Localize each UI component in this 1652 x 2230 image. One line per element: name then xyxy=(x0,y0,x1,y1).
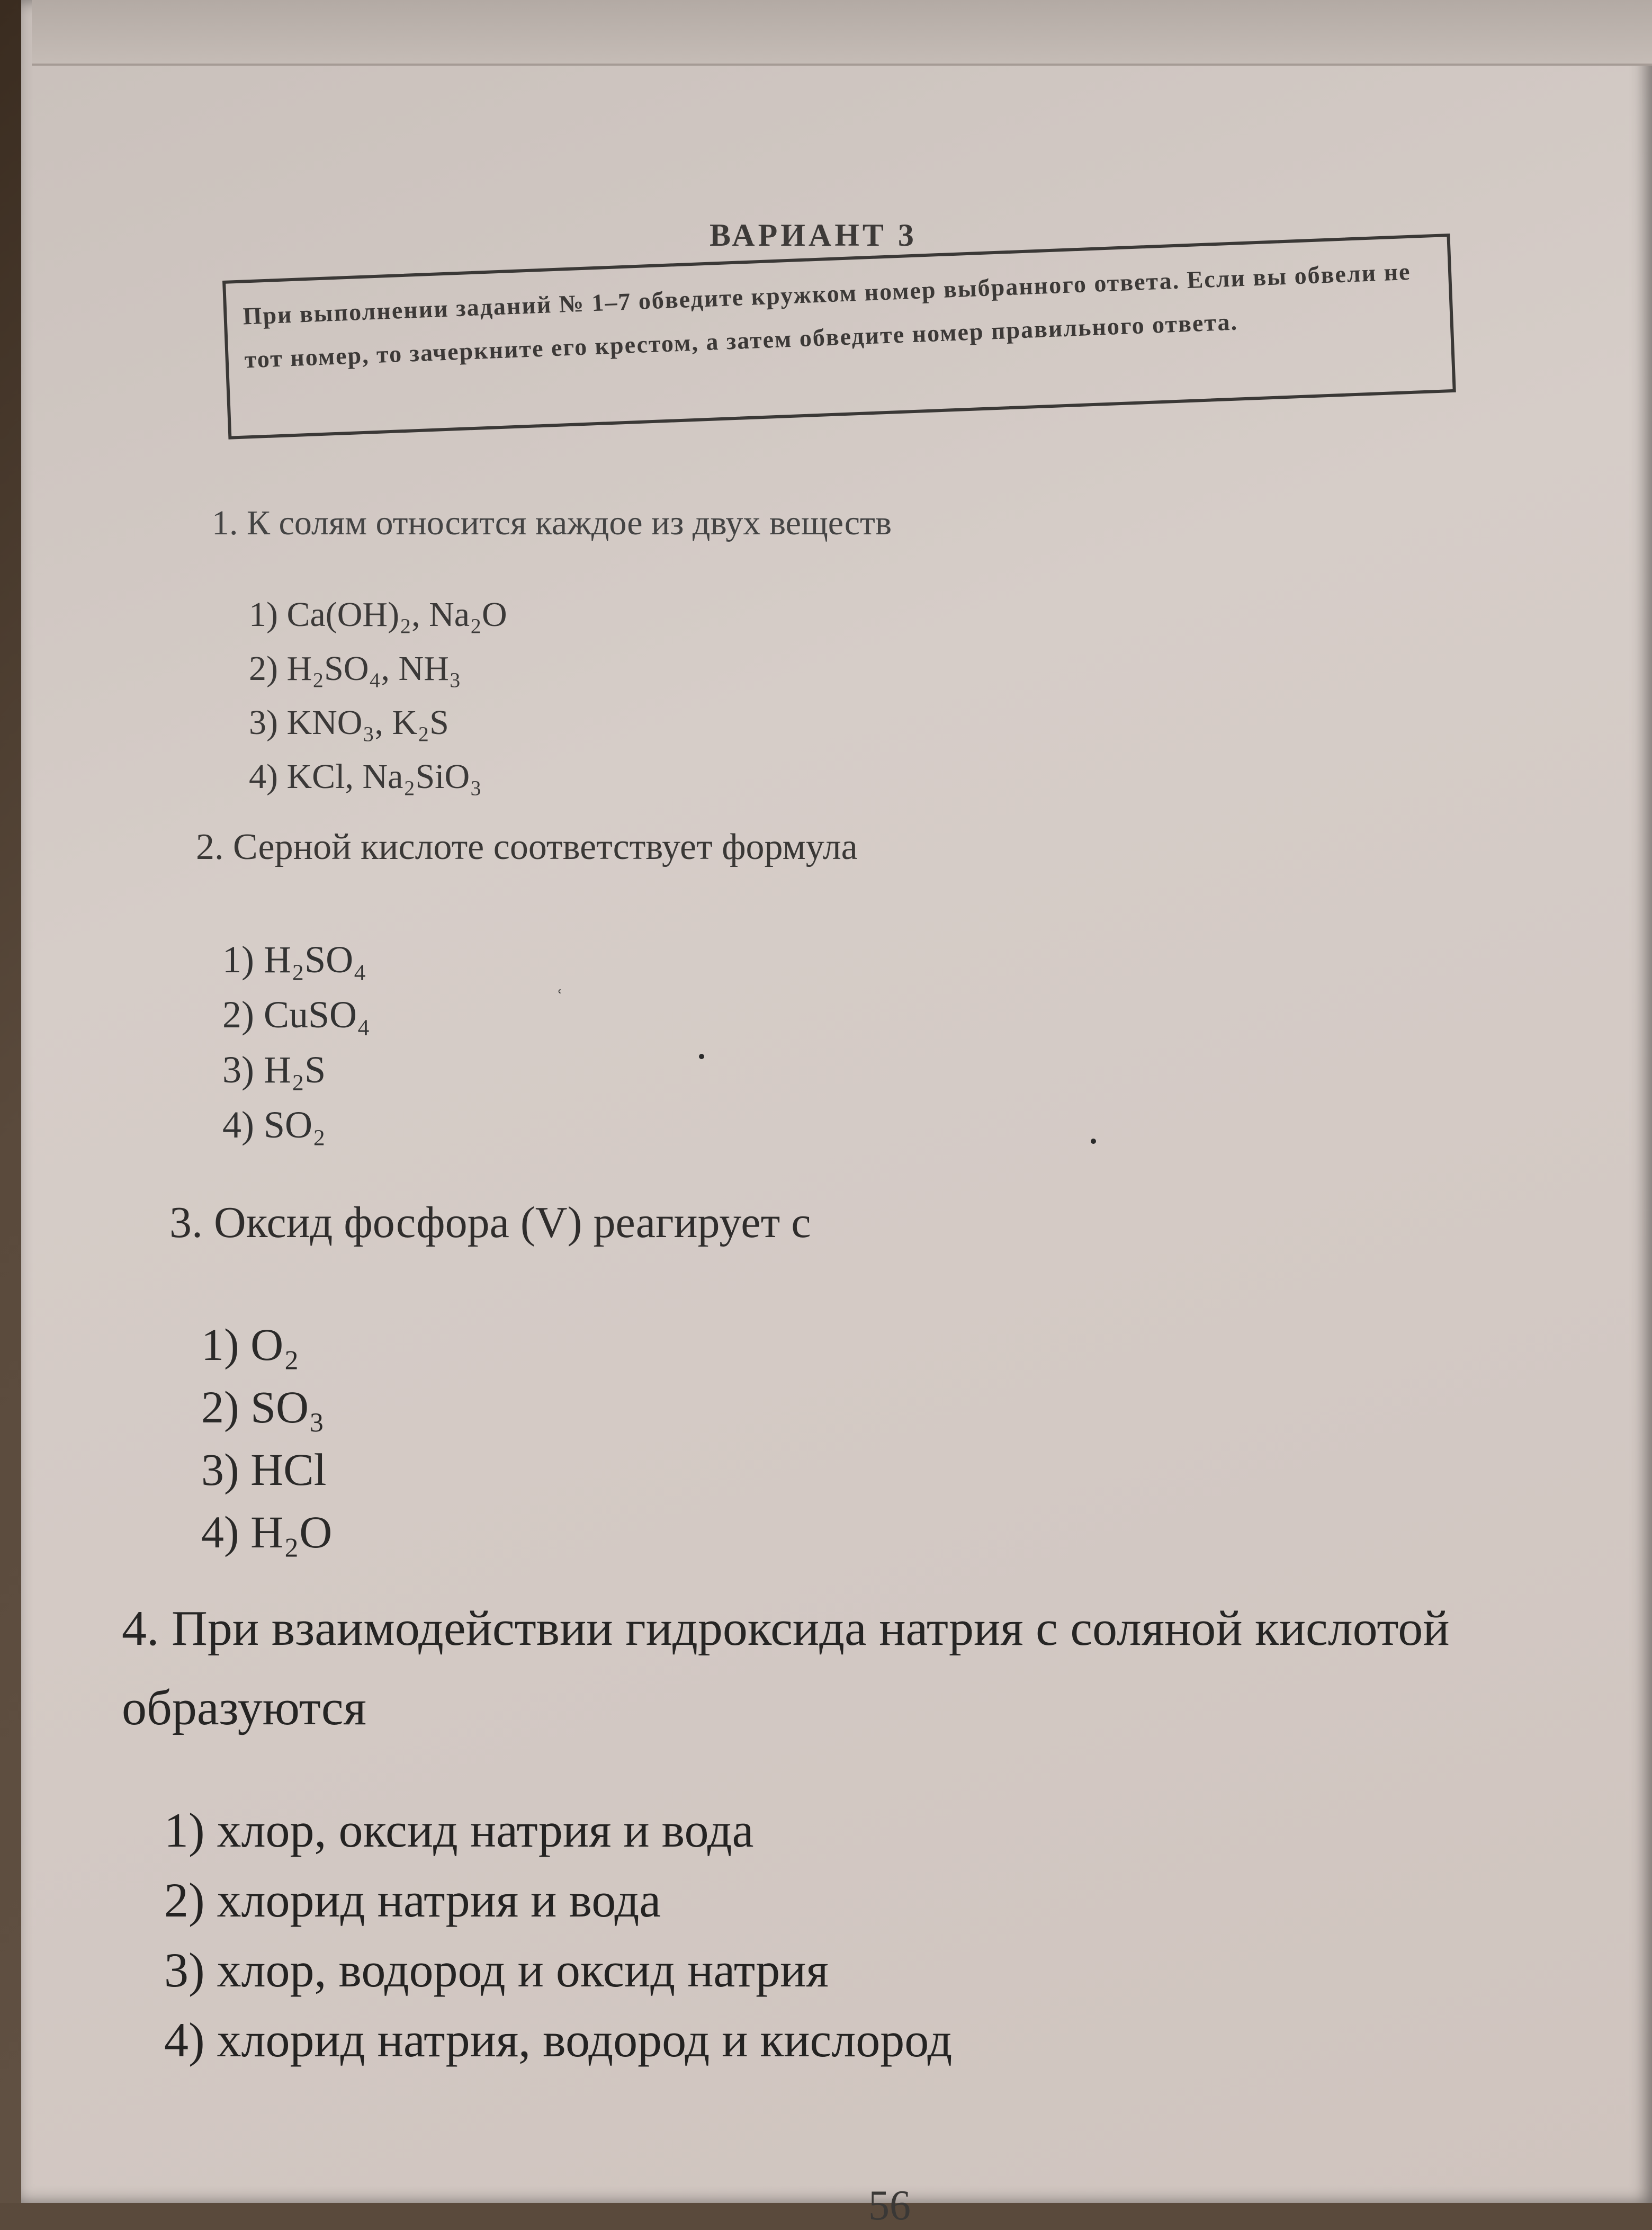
option-2: 2) CuSO₄ xyxy=(222,993,371,1036)
option-1: 1) Ca(OH)₂, Na₂O xyxy=(249,595,507,634)
option-1: 1) H₂SO₄ xyxy=(222,938,367,981)
instruction-box xyxy=(222,234,1456,440)
option-4: 4) хлорид натрия, водород и кислород xyxy=(164,2013,953,2067)
pencil-mark: ʿ xyxy=(556,986,563,1009)
question-3-options xyxy=(201,1313,332,1563)
option-3: 3) KNO₃, K₂S xyxy=(249,703,449,742)
option-1: 1) O₂ xyxy=(201,1319,300,1370)
question-1-options xyxy=(249,588,507,804)
instruction-text: При выполнении заданий № 1–7 обведите кружком номер выбранного ответа. Если вы обвели не тот номер, то зачеркните его крестом, а затем обведите номер правильного ответа. xyxy=(242,257,1412,373)
option-1: 1) хлор, оксид натрия и вода xyxy=(164,1803,754,1857)
option-2: 2) хлорид натрия и вода xyxy=(164,1873,661,1927)
question-1: 1. К солям относится каждое из двух веществ xyxy=(212,504,892,542)
option-2: 2) H₂SO₄, NH₃ xyxy=(249,649,461,688)
option-3: 3) HCl xyxy=(201,1444,327,1495)
question-3: 3. Оксид фосфора (V) реагирует с xyxy=(169,1198,811,1247)
question-4-options xyxy=(164,1795,952,2075)
ink-speck xyxy=(699,1054,704,1059)
question-2-options xyxy=(222,932,370,1152)
option-4: 4) SO₂ xyxy=(222,1104,326,1146)
question-4: 4. При взаимодействии гидроксида натрия с соляной кислотой образуются xyxy=(122,1601,1450,1735)
variant-title: ВАРИАНТ 3 xyxy=(710,218,917,253)
option-4: 4) H₂O xyxy=(201,1507,333,1557)
option-3: 3) хлор, водород и оксид натрия xyxy=(164,1943,829,1997)
ink-speck xyxy=(1091,1139,1096,1144)
question-2: 2. Серной кислоте соответствует формула xyxy=(196,827,858,867)
option-2: 2) SO₃ xyxy=(201,1382,325,1432)
option-3: 3) H₂S xyxy=(222,1049,326,1091)
page-number: 56 xyxy=(868,2182,911,2229)
option-4: 4) KCl, Na₂SiO₃ xyxy=(249,757,482,796)
